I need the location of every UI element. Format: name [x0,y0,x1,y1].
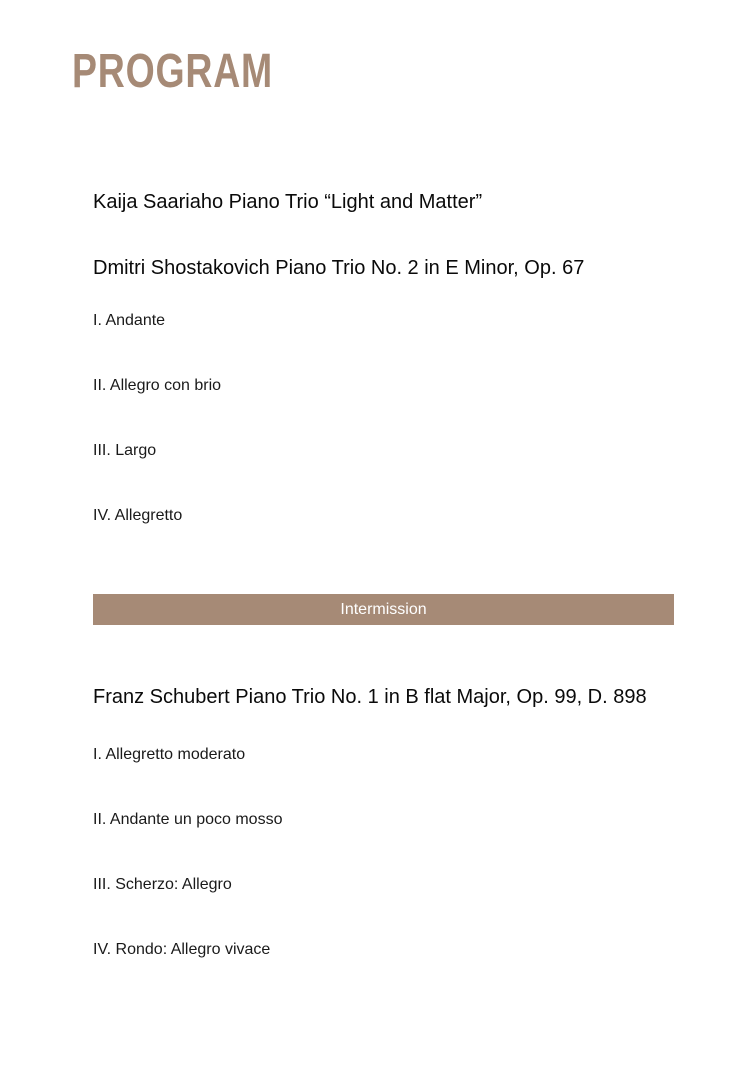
work-title-saariaho: Kaija Saariaho Piano Trio “Light and Matter” [93,191,483,213]
movement-item: III. Largo [93,442,157,459]
intermission-label: Intermission [340,600,427,618]
movement-item: III. Scherzo: Allegro [93,876,232,893]
page-title: PROGRAM [72,45,273,98]
movement-item: IV. Rondo: Allegro vivace [93,941,271,958]
work-title-schubert: Franz Schubert Piano Trio No. 1 in B flat Major, Op. 99, D. 898 [93,686,647,708]
movement-item: II. Andante un poco mosso [93,811,283,828]
movement-item: I. Andante [93,312,166,329]
movement-item: IV. Allegretto [93,507,183,524]
movement-item: II. Allegro con brio [93,377,222,394]
movement-item: I. Allegretto moderato [93,746,246,763]
intermission-banner [93,594,674,625]
work-title-shostakovich: Dmitri Shostakovich Piano Trio No. 2 in E Minor, Op. 67 [93,257,585,279]
